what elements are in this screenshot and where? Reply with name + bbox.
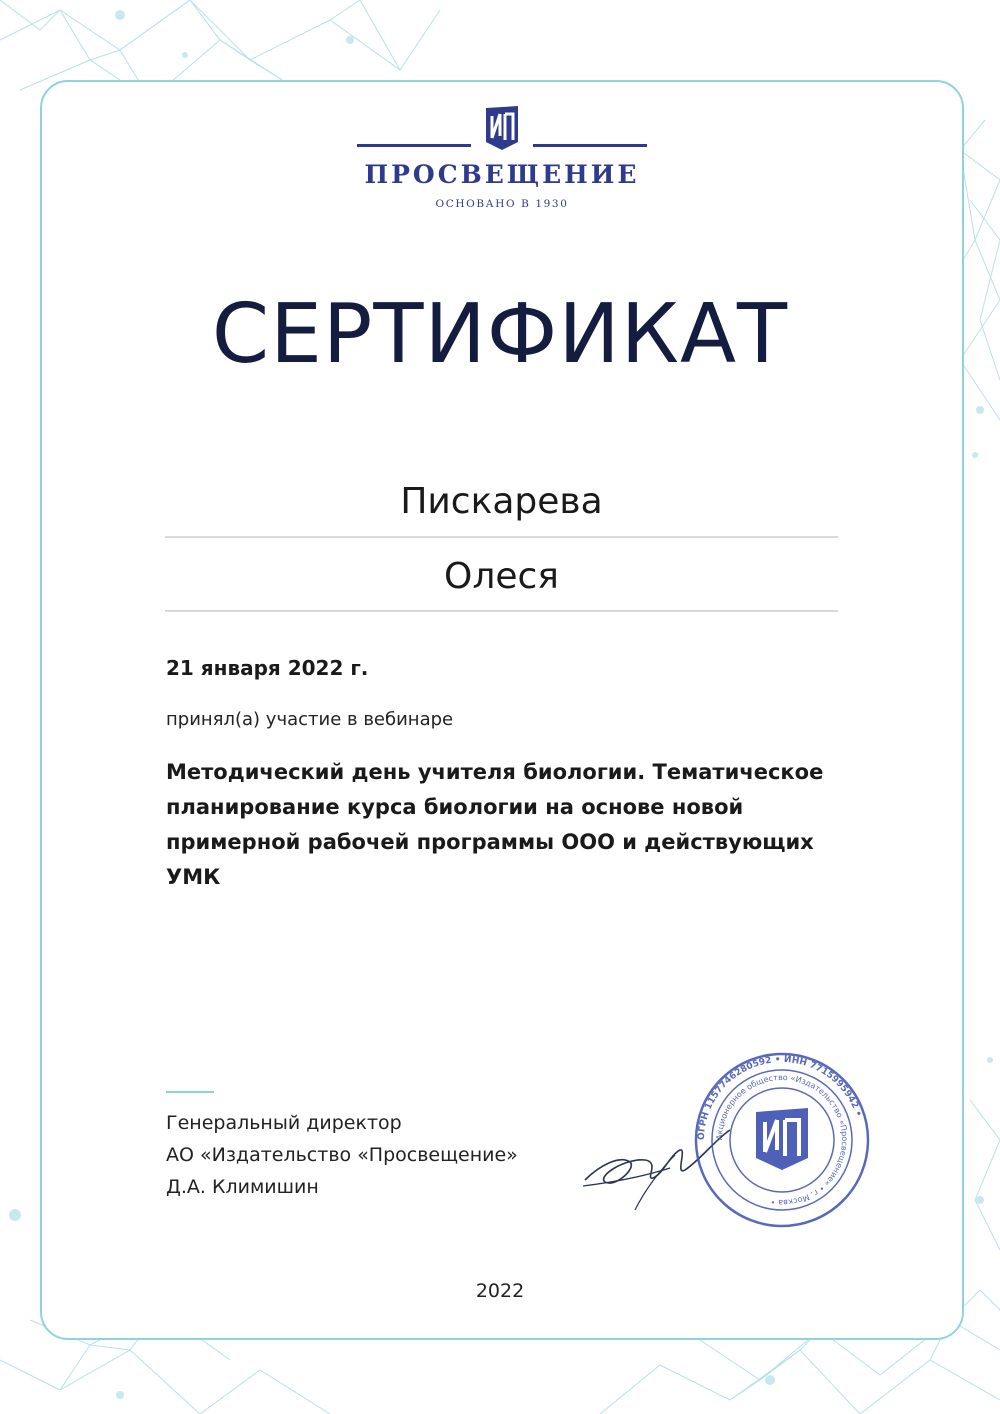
stamp-outer-text: ОГРН 1157746280592 • ИНН 7715995942 •	[696, 1054, 864, 1141]
surname-underline	[165, 536, 838, 538]
logo-emblem-icon	[484, 104, 520, 152]
prosveshchenie-logo	[357, 104, 647, 214]
recipient-first-name: Олеся	[444, 556, 559, 597]
footer-year: 2022	[475, 1280, 525, 1302]
participation-statement: принял(а) участие в вебинаре	[166, 709, 454, 730]
first-name-underline	[165, 610, 838, 612]
logo-rule-left	[357, 144, 471, 147]
logo-rule-right	[533, 144, 647, 147]
webinar-title: Методический день учителя биологии. Тематическое планирование курса биологии на основе новой примерной рабочей программы ООО и действующих УМК	[166, 760, 824, 889]
logo-subtitle: ОСНОВАНО В 1930	[435, 198, 569, 210]
certificate-title: СЕРТИФИКАТ	[211, 287, 789, 382]
signatory-position: Генеральный директор	[166, 1112, 402, 1134]
recipient-surname: Пискарева	[400, 481, 603, 522]
signatory-organization: АО «Издательство «Просвещение»	[166, 1144, 518, 1166]
official-stamp	[692, 1050, 872, 1230]
event-date: 21 января 2022 г.	[166, 656, 369, 680]
stamp-inner-text: Акционерное общество «Издательство «Просвещение» • г. Москва •	[714, 1072, 850, 1208]
signature-accent-line	[166, 1091, 214, 1093]
signatory-name: Д.А. Климишин	[166, 1176, 319, 1198]
logo-name: ПРОСВЕЩЕНИЕ	[364, 160, 640, 189]
